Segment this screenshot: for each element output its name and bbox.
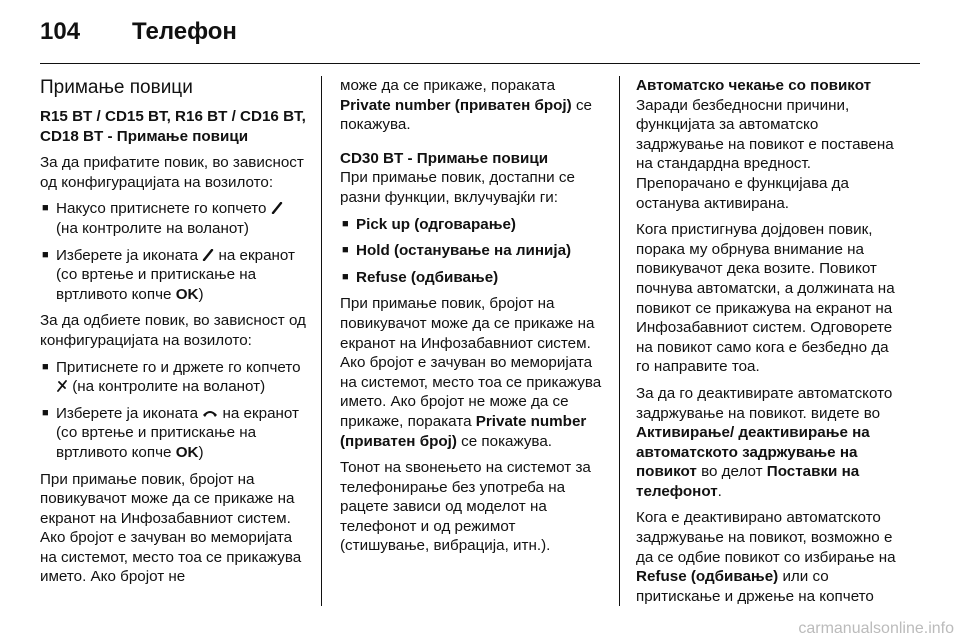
phone-hangup-icon [202,407,218,419]
section-heading: Примање повици [40,77,193,98]
list-item: ■ Изберете ја иконата на екранот (со вртење и притискање на вртливото копче OK) [40,404,308,463]
list-item: ■ Притиснете го и држете го копчето (на контролите на воланот) [40,358,308,397]
reject-list [40,358,308,463]
column-divider-1 [321,76,322,606]
phone-hangup-icon [56,380,68,392]
deactivate-text: За да го деактивирате автоматското задржување на повикот. видете во Активирање/ деактивирање на автоматското задржување на повикот во делот Поставки на телефонот. [636,384,893,500]
column-3 [636,76,904,613]
ringtone-text: Тонот на ѕвонењето на системот за телефонирање без употреба на рацете зависи од моделот на телефонот и од режимот (стишување, вибрација, итн.). [340,459,591,555]
incoming-call-text: Кога пристигнува дојдовен повик, порака му обрнува внимание на повикувачот дека возите. Повикот почнува автоматски, а должината на повикот се прикажува на екранот на Инфозабавниот систем. Одговорете на повикот само кога е безбедно да го направите тоа. [636,221,895,376]
column-divider-2 [619,76,620,606]
functions-list [340,215,608,288]
caller-id-text: При примање повик, бројот на повикувачот може да се прикаже на екранот на Инфозабавниот систем. Ако бројот е зачуван во меморијата на системот, место тоа се прикажува името. Ако бројот не [40,470,302,586]
auto-hold-text: Заради безбедносни причини, функцијата за автоматско задржување на повикот е поставена на стандардна вредност. Препорачано е функцијава да останува активирана. [636,96,894,212]
functions-intro: При примање повик, достапни се разни функции, вклучувајќи ги: [340,169,575,206]
reject-intro: За да одбиете повик, во зависност од конфигурацијата на возилото: [40,312,306,349]
page-header [40,18,920,58]
list-item: ■ Pick up (одговарање) [340,215,608,235]
list-item: ■ Изберете ја иконата на екранот (со вртење и притискање на вртливото копче OK) [40,246,308,305]
phone-pickup-icon [271,202,283,214]
page-title: Телефон [132,18,237,45]
column-2 [340,76,608,563]
section-subheading: Автоматско чекање со повикот [636,77,872,94]
refuse-text: Кога е деактивирано автоматското задржување на повикот, возможно е да се одбие повикот со избирање на Refuse (одбивање) или со притискање и држење на копчето [636,509,896,605]
section-subheading: R15 BT / CD15 BT, R16 BT / CD16 BT, CD18 BT - Примање повици [40,108,306,145]
watermark: carmanualsonline.info [798,620,954,637]
list-item: ■ Накусо притиснете го копчето (на контролите на воланот) [40,199,308,238]
header-rule [40,63,920,64]
section-subheading: CD30 BT - Примање повици [340,149,549,167]
list-item: ■ Refuse (одбивање) [340,268,608,288]
page-number: 104 [40,18,81,45]
list-item: ■ Hold (останување на линија) [340,241,608,261]
accept-intro: За да прифатите повик, во зависност од конфигурацијата на возилото: [40,154,304,191]
private-number-text: може да се прикаже, поракатa Private number (приватен број) се покажува. [340,77,592,134]
column-1 [40,76,308,594]
phone-pickup-icon [202,249,214,261]
caller-id-text: При примање повик, бројот на повикувачот може да се прикаже на екранот на Инфозабавниот систем. Ако бројот е зачуван во меморијата на системот, место тоа се прикажува името. Ако бројот не може да се прикаже, пораката Private number (приватен број) се покажува. [340,295,602,450]
accept-list [40,199,308,304]
